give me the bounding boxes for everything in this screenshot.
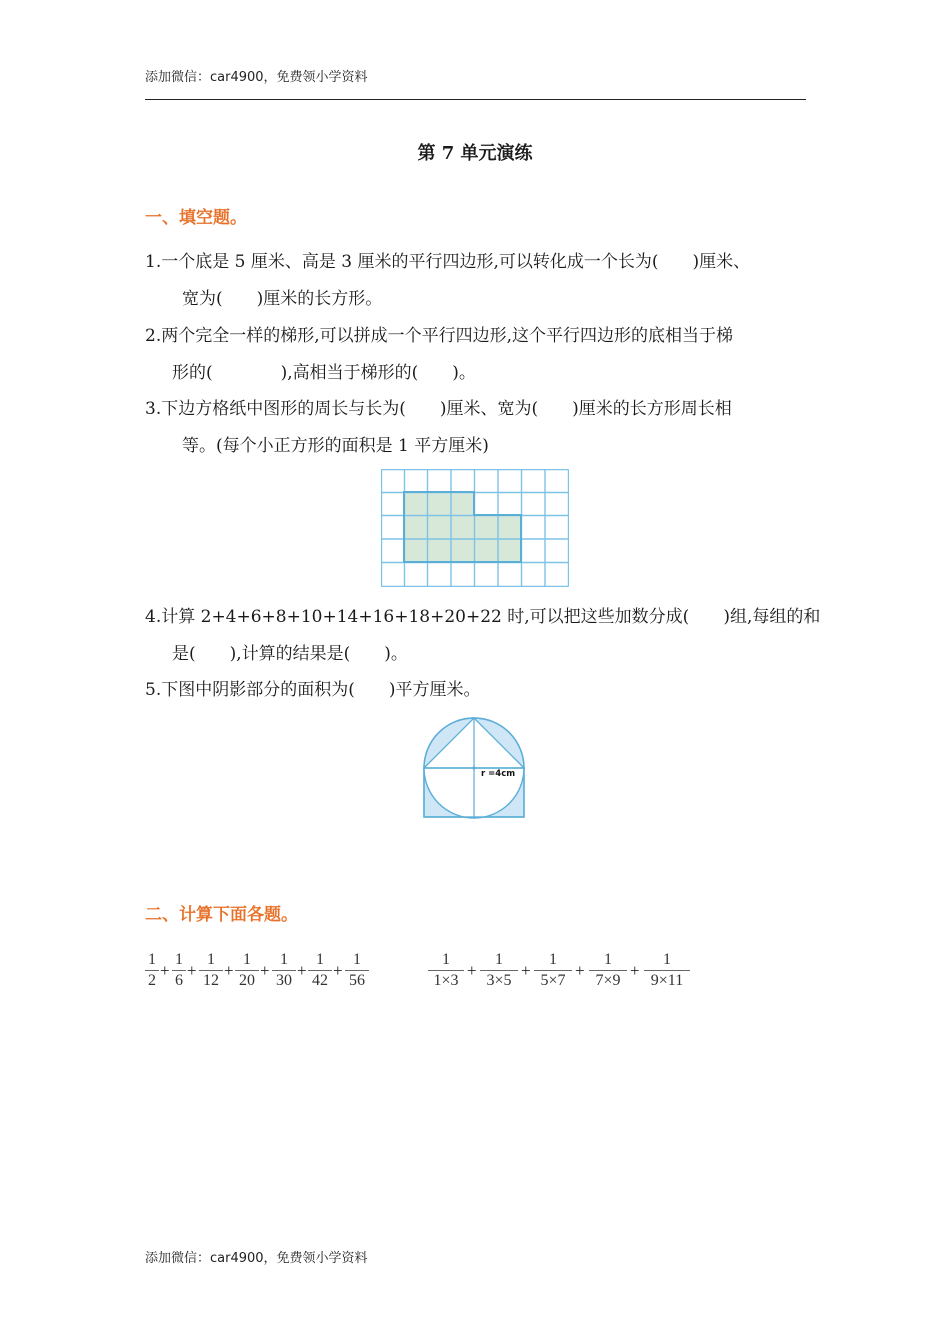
plus-sign: + (575, 961, 585, 980)
fraction: 1 56 (345, 950, 369, 991)
fraction: 1 1×3 (428, 950, 464, 991)
fraction: 1 2 (145, 950, 159, 991)
plus-sign: + (297, 961, 307, 980)
fraction: 1 20 (235, 950, 259, 991)
fraction: 1 42 (308, 950, 332, 991)
fraction: 1 30 (272, 950, 296, 991)
grid-paper-figure (381, 469, 569, 587)
question-3-line-2: 等。(每个小正方形的面积是 1 平方厘米) (182, 436, 489, 456)
plus-sign: + (630, 961, 640, 980)
question-4-line-2: 是( ),计算的结果是( )。 (172, 644, 408, 664)
expression-1 (145, 950, 375, 995)
page-title: 第 7 单元演练 (417, 143, 533, 164)
question-2-line-2: 形的( ),高相当于梯形的( )。 (172, 363, 476, 383)
plus-sign: + (224, 961, 234, 980)
question-2-line-1: 2.两个完全一样的梯形,可以拼成一个平行四边形,这个平行四边形的底相当于梯 (145, 326, 734, 346)
shaded-shape (404, 492, 521, 562)
fraction: 1 7×9 (589, 950, 627, 991)
footer-note: 添加微信：car4900，免费领小学资料 (145, 1251, 368, 1266)
header-divider (145, 99, 806, 100)
plus-sign: + (260, 961, 270, 980)
section-heading-calculate: 二、计算下面各题。 (145, 905, 298, 925)
question-1-line-1: 1.一个底是 5 厘米、高是 3 厘米的平行四边形,可以转化成一个长为( )厘米、 (145, 252, 751, 272)
fraction: 1 5×7 (534, 950, 572, 991)
expression-2 (428, 950, 698, 995)
fraction: 1 6 (172, 950, 186, 991)
plus-sign: + (187, 961, 197, 980)
question-4-line-1: 4.计算 2+4+6+8+10+14+16+18+20+22 时,可以把这些加数分成( )组,每组的和 (145, 607, 821, 627)
plus-sign: + (467, 961, 477, 980)
fraction: 1 3×5 (480, 950, 518, 991)
header-note: 添加微信：car4900，免费领小学资料 (145, 70, 368, 85)
question-5-line-1: 5.下图中阴影部分的面积为( )平方厘米。 (145, 680, 481, 700)
circle-shaded-figure (423, 713, 525, 819)
question-1-line-2: 宽为( )厘米的长方形。 (182, 289, 383, 309)
radius-label: r =4cm (481, 769, 516, 779)
section-heading-fill-in: 一、填空题。 (145, 208, 247, 228)
plus-sign: + (521, 961, 531, 980)
plus-sign: + (160, 961, 170, 980)
plus-sign: + (333, 961, 343, 980)
fraction: 1 9×11 (644, 950, 690, 991)
question-3-line-1: 3.下边方格纸中图形的周长与长为( )厘米、宽为( )厘米的长方形周长相 (145, 399, 732, 419)
fraction: 1 12 (199, 950, 223, 991)
